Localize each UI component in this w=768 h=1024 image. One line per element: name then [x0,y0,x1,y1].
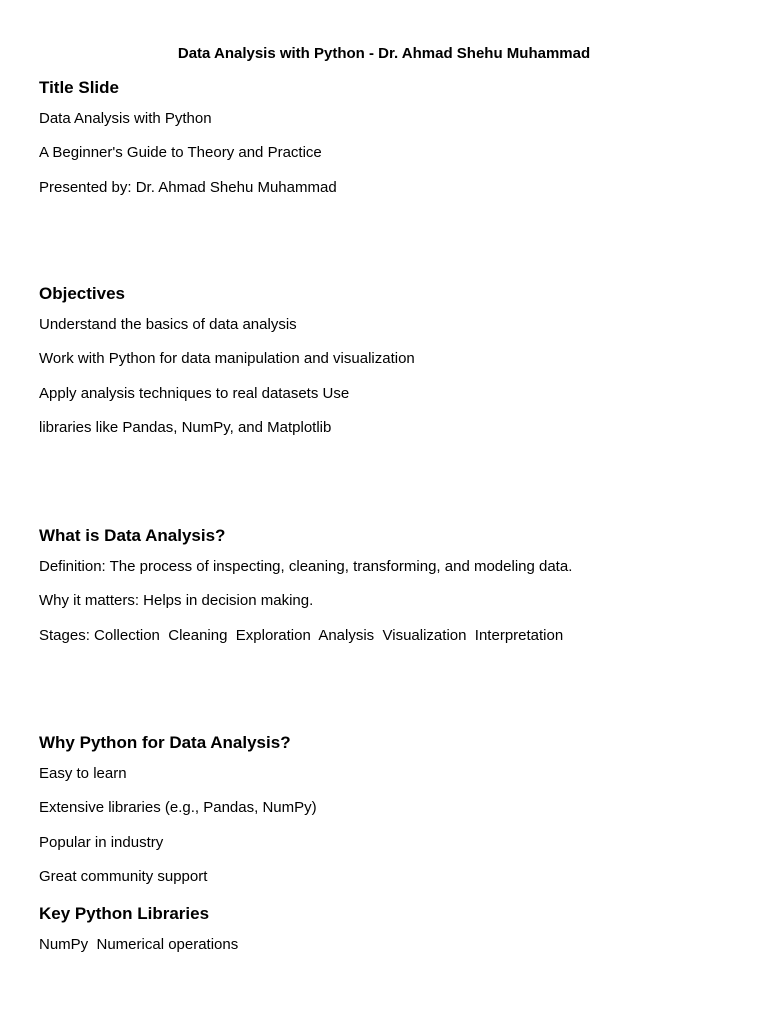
section-line: libraries like Pandas, NumPy, and Matplotlib [39,419,332,437]
section-line: Stages: Collection Cleaning Exploration Analysis Visualization Interpretation [39,626,564,644]
section-why-python [39,732,739,902]
section-line: Great community support [39,868,208,886]
section-line: Apply analysis techniques to real datasets Use [39,384,350,402]
section-line: Work with Python for data manipulation and visualization [39,350,415,368]
section-heading: Why Python for Data Analysis? [39,733,291,752]
section-heading: Title Slide [39,78,119,97]
section-line: Presented by: Dr. Ahmad Shehu Muhammad [39,178,337,196]
document-header: Data Analysis with Python - Dr. Ahmad Shehu Muhammad [177,45,591,62]
section-line: Understand the basics of data analysis [39,316,297,333]
section-line: A Beginner's Guide to Theory and Practice [39,144,322,162]
section-line: Popular in industry [39,833,164,851]
section-heading: What is Data Analysis? [39,526,226,545]
section-objectives [39,283,739,453]
section-title-slide [39,77,739,212]
section-line: Extensive libraries (e.g., Pandas, NumPy) [39,799,317,817]
section-what-is-data-analysis [39,525,739,660]
section-key-python-libraries [39,903,739,969]
section-line: NumPy Numerical operations [39,936,239,953]
section-heading: Key Python Libraries [39,904,210,923]
section-line: Why it matters: Helps in decision making. [39,592,314,610]
section-line: Definition: The process of inspecting, cleaning, transforming, and modeling data. [39,558,573,575]
section-heading: Objectives [39,284,125,303]
section-line: Easy to learn [39,765,127,782]
section-line: Data Analysis with Python [39,110,212,127]
